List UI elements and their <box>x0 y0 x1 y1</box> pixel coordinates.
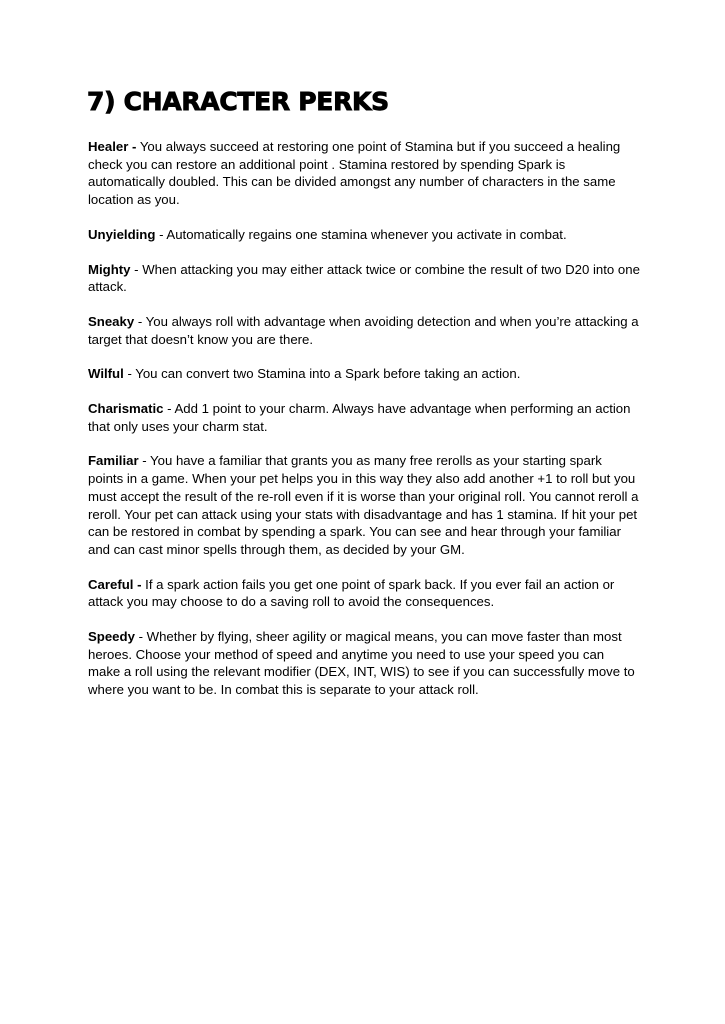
perk-familiar <box>88 452 640 558</box>
perk-description: If a spark action fails you get one point of spark back. If you ever fail an action or attack you may choose to do a saving roll to avoid the consequences. <box>88 576 615 610</box>
perk-name: Speedy <box>88 629 135 645</box>
perk-speedy <box>88 628 640 699</box>
perk-description: - You have a familiar that grants you as many free rerolls as your starting spark points in a game. When your pet helps you in this way they also add another +1 to roll but you must accept the result of the re-roll even if it is worse than your original roll. You cannot reroll a reroll. Your pet can attack using your stats with disadvantage and has 1 stamina. If hit your pet can be restored in combat by spending a spark. You can see and hear through your familiar and can cast minor spells through them, as decided by your GM. <box>88 453 639 557</box>
perk-healer <box>88 138 640 209</box>
perk-description: - When attacking you may either attack twice or combine the result of two D20 into one attack. <box>88 261 640 295</box>
perk-description: - Whether by flying, sheer agility or magical means, you can move faster than most heroes. Choose your method of speed and anytime you need to use your speed you can make a roll using the relevant modifier (DEX, INT, WIS) to see if you can successfully move to where you want to be. In combat this is separate to your attack roll. <box>88 629 635 698</box>
perk-description: - Automatically regains one stamina whenever you activate in combat. <box>155 226 567 242</box>
perk-name: Healer - <box>88 139 137 154</box>
perk-careful <box>88 576 640 611</box>
perk-name: Sneaky <box>88 313 135 329</box>
perk-description: You always succeed at restoring one point of Stamina but if you succeed a healing check you can restore an additional point . Stamina restored by spending Spark is automatically doubled. This can be divided amongst any number of characters in the same location as you. <box>88 139 621 208</box>
perk-name: Wilful <box>88 366 124 382</box>
perk-unyielding <box>88 226 640 244</box>
perk-charismatic <box>88 400 640 435</box>
perk-list <box>88 138 640 716</box>
perk-sneaky <box>88 313 640 348</box>
perk-name: Charismatic <box>88 401 164 417</box>
perk-name: Familiar <box>88 453 139 469</box>
page-title: 7) CHARACTER PERKS <box>87 87 389 116</box>
perk-description: - Add 1 point to your charm. Always have advantage when performing an action that only uses your charm stat. <box>88 401 631 434</box>
perk-name: Unyielding <box>88 226 156 242</box>
perk-mighty <box>88 261 640 296</box>
perk-description: - You always roll with advantage when avoiding detection and when you’re attacking a target that doesn’t know you are there. <box>88 313 639 347</box>
perk-description: - You can convert two Stamina into a Spark before taking an action. <box>123 366 521 382</box>
perk-name: Careful - <box>88 576 142 592</box>
perk-wilful <box>88 365 640 383</box>
perk-name: Mighty <box>88 261 131 277</box>
